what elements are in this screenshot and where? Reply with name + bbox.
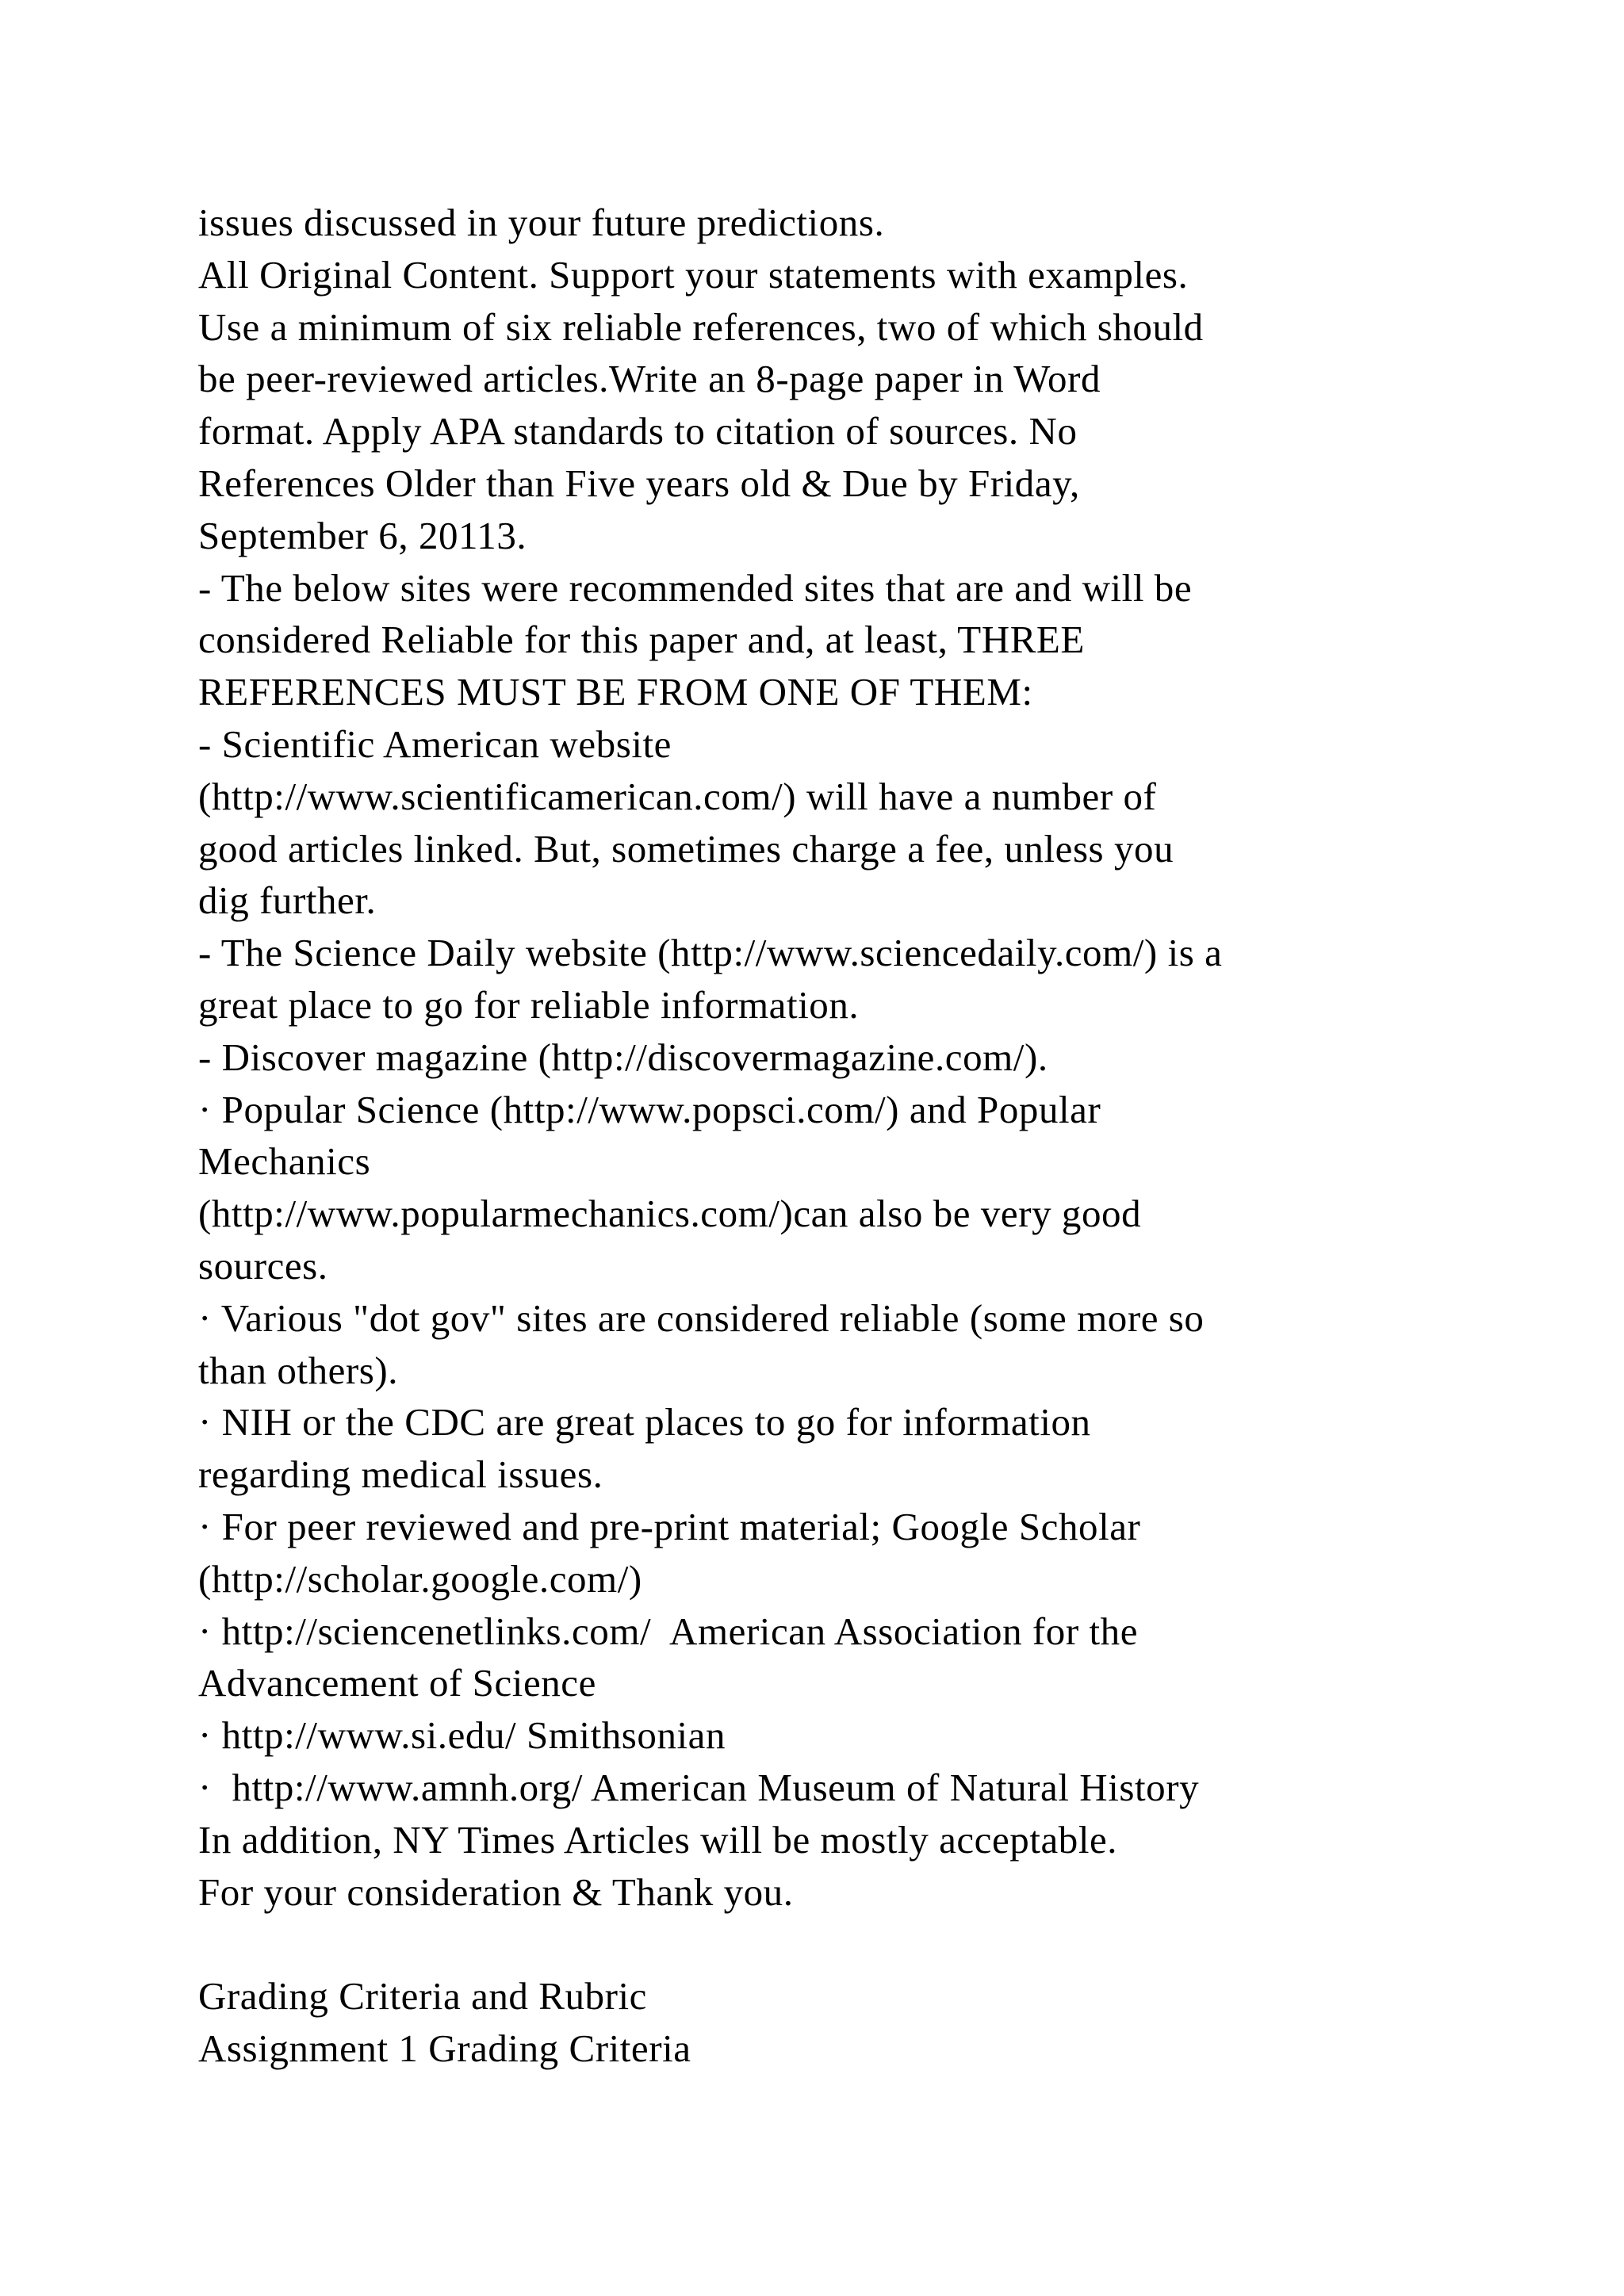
- text-line: sources.: [198, 1243, 328, 1288]
- text-line: REFERENCES MUST BE FROM ONE OF THEM:: [198, 670, 1033, 714]
- section-heading: Grading Criteria and Rubric: [198, 1974, 647, 2019]
- text-line: September 6, 20113.: [198, 513, 527, 557]
- text-line: issues discussed in your future predictions.: [198, 201, 885, 244]
- text-line: · http://www.si.edu/ Smithsonian: [198, 1713, 726, 1758]
- text-line: regarding medical issues.: [198, 1452, 603, 1497]
- text-line: - The below sites were recommended sites that are and will be: [198, 565, 1193, 610]
- text-line: In addition, NY Times Articles will be mostly acceptable.: [198, 1817, 1118, 1862]
- text-line: dig further.: [198, 878, 377, 923]
- text-line: · NIH or the CDC are great places to go for information: [198, 1400, 1091, 1445]
- text-line: Advancement of Science: [198, 1661, 596, 1705]
- text-line: References Older than Five years old & Due by Friday,: [198, 461, 1080, 505]
- text-line: (http://www.popularmechanics.com/)can also be very good: [198, 1192, 1142, 1236]
- text-line: - Scientific American website: [198, 721, 672, 766]
- blank-line: [198, 1918, 1562, 1970]
- text-line: - Discover magazine (http://discovermagazine.com/).: [198, 1035, 1048, 1079]
- text-line: - The Science Daily website (http://www.sciencedaily.com/) is a: [198, 931, 1223, 975]
- text-line: · Various "dot gov" sites are considered reliable (some more so: [198, 1295, 1205, 1340]
- text-line: than others).: [198, 1348, 399, 1392]
- text-line: · http://sciencenetlinks.com/ American Association for the: [198, 1609, 1139, 1653]
- section-subheading: Assignment 1 Grading Criteria: [198, 2026, 691, 2070]
- text-line: · Popular Science (http://www.popsci.com/) and Popular: [198, 1087, 1101, 1131]
- text-line: considered Reliable for this paper and, at least, THREE: [198, 618, 1085, 662]
- text-line: format. Apply APA standards to citation of sources. No: [198, 409, 1078, 453]
- document-body-section: [198, 197, 1562, 1918]
- grading-section: [198, 1970, 1562, 2075]
- text-line: Mechanics: [198, 1139, 371, 1184]
- text-line: Use a minimum of six reliable references, two of which should: [198, 304, 1204, 349]
- text-line: be peer-reviewed articles.Write an 8-page paper in Word: [198, 357, 1101, 401]
- text-line: good articles linked. But, sometimes charge a fee, unless you: [198, 826, 1174, 871]
- text-line: All Original Content. Support your statements with examples.: [198, 252, 1189, 297]
- text-line: (http://www.scientificamerican.com/) will have a number of: [198, 774, 1157, 818]
- text-line: · For peer reviewed and pre-print material; Google Scholar: [198, 1504, 1141, 1548]
- text-line: For your consideration & Thank you.: [198, 1869, 794, 1914]
- text-line: great place to go for reliable information.: [198, 982, 860, 1027]
- document-page: [198, 197, 1562, 2075]
- text-line: (http://scholar.google.com/): [198, 1556, 642, 1601]
- text-line: · http://www.amnh.org/ American Museum of Natural History: [198, 1765, 1200, 1809]
